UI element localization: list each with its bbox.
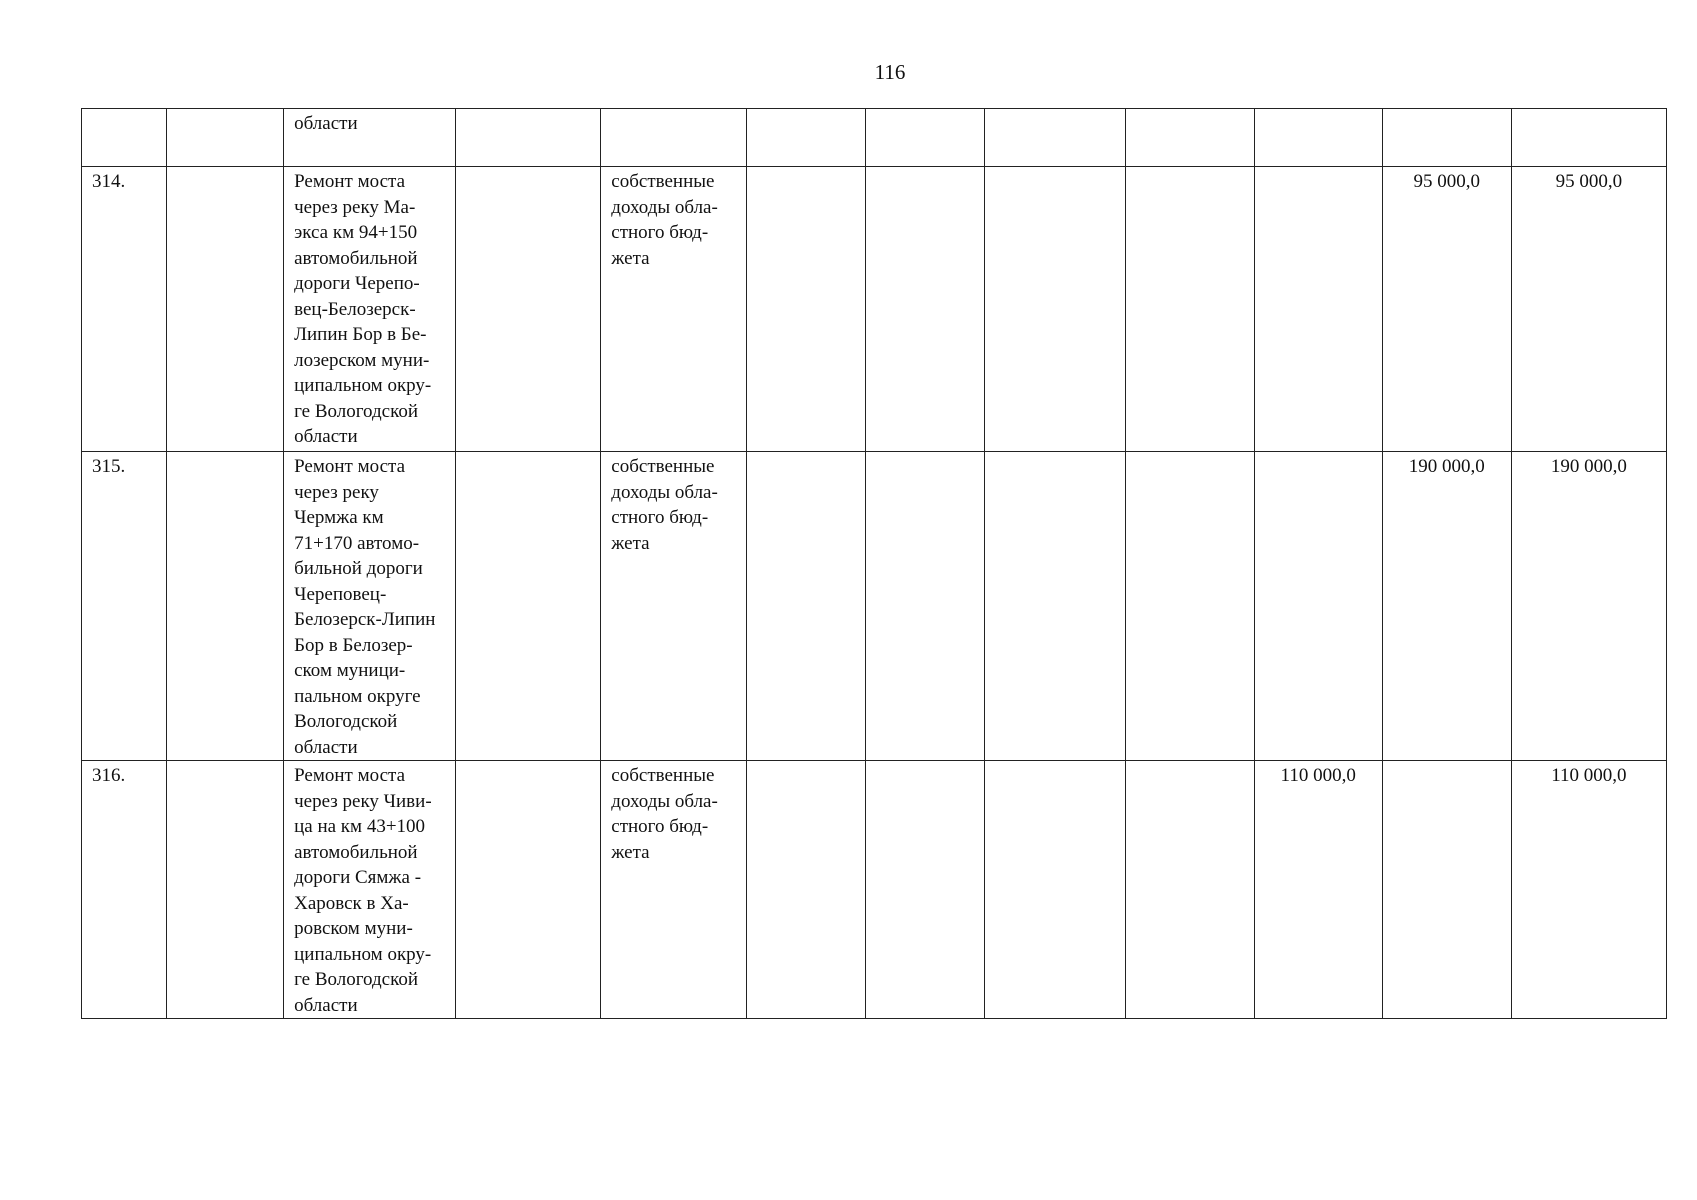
cell-empty — [985, 452, 1125, 761]
cell-empty — [985, 109, 1125, 167]
page-number: 116 — [874, 60, 906, 84]
object-name-line: ге Вологодской — [294, 969, 419, 990]
cell-empty — [456, 452, 601, 761]
object-name-line: ца на км 43+100 — [294, 816, 426, 837]
cell-amount-total — [1511, 109, 1666, 167]
cell-funding-source — [601, 167, 747, 452]
funding-source-line: собственные — [611, 765, 715, 786]
object-name-line: Белозерск-Липин — [294, 609, 436, 630]
object-name-line: Харовск в Ха- — [294, 892, 409, 914]
funding-source-line: доходы обла- — [611, 790, 718, 812]
cell-number: 314. — [82, 167, 167, 452]
object-name-line: пальном округе — [294, 685, 421, 707]
cell-funding-source — [601, 761, 747, 1019]
object-name-line: области — [294, 736, 358, 758]
cell-amount-total: 190 000,0 — [1511, 452, 1666, 761]
funding-source-line: собственные — [611, 456, 715, 477]
funding-source-line: стного бюд- — [611, 816, 709, 837]
object-name-line: бильной дороги — [294, 558, 423, 579]
cell-funding-source — [601, 452, 747, 761]
funding-source-line: жета — [611, 532, 650, 554]
cell-empty — [866, 109, 985, 167]
cell-object-name — [284, 761, 456, 1019]
cell-amount: 110 000,0 — [1254, 761, 1382, 1019]
object-name-line: ципальном окру- — [294, 943, 432, 965]
cell-empty — [456, 167, 601, 452]
object-name-line: Бор в Белозер- — [294, 634, 413, 656]
table-row-continuation — [82, 109, 1667, 167]
object-name-line: ровском муни- — [294, 918, 413, 939]
cell-number: 315. — [82, 452, 167, 761]
cell-code — [167, 167, 284, 452]
cell-empty — [747, 167, 866, 452]
table-row — [82, 167, 1667, 452]
object-name-line: Ремонт моста — [294, 171, 406, 192]
cell-funding-source — [601, 109, 747, 167]
cell-empty — [985, 167, 1125, 452]
cell-empty — [985, 761, 1125, 1019]
table-row — [82, 761, 1667, 1019]
object-name-line: лозерском муни- — [294, 349, 430, 371]
budget-table — [81, 108, 1667, 1019]
cell-empty — [866, 452, 985, 761]
table-row — [82, 452, 1667, 761]
object-name-line: 71+170 автомо- — [294, 532, 420, 554]
object-name-line: через реку — [294, 481, 379, 503]
object-name-line: автомобильной — [294, 841, 418, 863]
cell-empty — [1125, 452, 1254, 761]
cell-amount — [1382, 109, 1511, 167]
cell-object-name — [284, 452, 456, 761]
funding-source-line: собственные — [611, 171, 715, 192]
cell-code — [167, 452, 284, 761]
cell-amount: 95 000,0 — [1382, 167, 1511, 452]
funding-source-line: жета — [611, 841, 650, 863]
cell-amount — [1254, 167, 1382, 452]
object-name-line: Чермжа км — [294, 507, 384, 528]
object-name-line: ципальном окру- — [294, 375, 432, 396]
object-name-line: Ремонт моста — [294, 456, 406, 477]
object-name-line: дороги Черепо- — [294, 273, 420, 294]
object-name-line: области — [294, 426, 358, 447]
cell-code — [167, 761, 284, 1019]
cell-empty — [1125, 167, 1254, 452]
cell-number — [82, 109, 167, 167]
cell-empty — [456, 761, 601, 1019]
cell-empty — [866, 761, 985, 1019]
cell-object-name — [284, 167, 456, 452]
object-name-line: автомобильной — [294, 247, 418, 269]
cell-empty — [1125, 761, 1254, 1019]
cell-amount: 190 000,0 — [1382, 452, 1511, 761]
cell-amount — [1382, 761, 1511, 1019]
cell-amount-total: 95 000,0 — [1511, 167, 1666, 452]
cell-object-name: области — [284, 109, 456, 167]
object-name-line: дороги Сямжа - — [294, 867, 422, 888]
object-name-line: через реку Ма- — [294, 196, 416, 218]
cell-empty — [747, 761, 866, 1019]
object-name-line: области — [294, 994, 358, 1016]
cell-empty — [1125, 109, 1254, 167]
funding-source-line: стного бюд- — [611, 507, 709, 528]
object-name-line: Ремонт моста — [294, 765, 406, 786]
funding-source-line: жета — [611, 247, 650, 269]
object-name-line: ге Вологодской — [294, 400, 419, 422]
cell-amount — [1254, 452, 1382, 761]
object-name-line: через реку Чиви- — [294, 790, 432, 812]
cell-empty — [456, 109, 601, 167]
cell-number: 316. — [82, 761, 167, 1019]
cell-empty — [747, 452, 866, 761]
object-name-line: вец-Белозерск- — [294, 298, 416, 320]
object-name-line: Липин Бор в Бе- — [294, 324, 427, 345]
funding-source-line: доходы обла- — [611, 481, 718, 503]
cell-empty — [747, 109, 866, 167]
cell-amount — [1254, 109, 1382, 167]
object-name-line: экса км 94+150 — [294, 222, 418, 243]
object-name-line: ском муници- — [294, 660, 406, 681]
object-name-line: Череповец- — [294, 583, 387, 605]
funding-source-line: стного бюд- — [611, 222, 709, 243]
cell-amount-total: 110 000,0 — [1511, 761, 1666, 1019]
object-name-line: Вологодской — [294, 711, 398, 732]
cell-code — [167, 109, 284, 167]
funding-source-line: доходы обла- — [611, 196, 718, 218]
cell-empty — [866, 167, 985, 452]
